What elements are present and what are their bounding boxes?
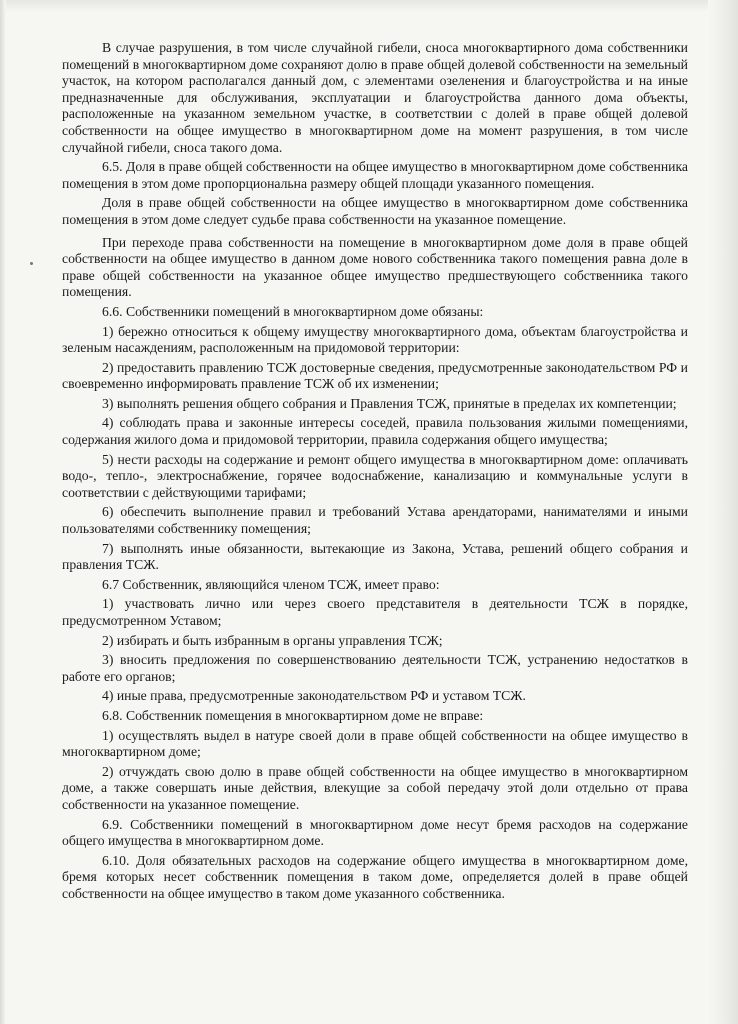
paragraph-6-5: 6.5. Доля в праве общей собственности на общее имущество в многоквартирном доме собственника помещения в этом доме пропорциональна размеру общей площади указанного помещения. bbox=[62, 159, 688, 191]
scan-edge-top bbox=[0, 0, 738, 12]
paragraph-share-fate: Доля в праве общей собственности на общее имущество в многоквартирном доме собственника помещения в этом доме следует судьбе права собственности на указанное помещение. bbox=[62, 195, 688, 227]
paragraph-6-6-item-6: 6) обеспечить выполнение правил и требований Устава арендаторами, нанимателями и иными пользователями собственнику помещения; bbox=[62, 504, 688, 537]
scan-edge-right bbox=[708, 0, 738, 1024]
paragraph-6-6-item-7: 7) выполнять иные обязанности, вытекающие из Закона, Устава, решений общего собрания и правления ТСЖ. bbox=[62, 540, 688, 573]
paragraph-6-6-item-3: 3) выполнять решения общего собрания и Правления ТСЖ, принятые в пределах их компетенции; bbox=[102, 395, 677, 411]
paragraph-6-6-item-4: 4) соблюдать права и законные интересы соседей, правила пользования жилыми помещениями, содержания жилого дома и придомовой территории, правила содержания общего имущества; bbox=[62, 415, 688, 448]
paragraph-destruction: В случае разрушения, в том числе случайной гибели, сноса многоквартирного дома собственники помещений в многоквартирном доме сохраняют долю в праве общей долевой собственности на земельный участок, на котором располагался данный дом, с элементами озеленения и благоустройства и на иные предназначенные для обслуживания, эксплуатации и благоустройства данного дома объекты, расположенные на указанном земельном участке, в соответствии с долей в праве общей долевой собственности на общее имущество в многоквартирном доме на момент разрушения, в том числе случайной гибели, сноса такого дома. bbox=[62, 40, 688, 155]
paragraph-6-7-item-4: 4) иные права, предусмотренные законодательством РФ и уставом ТСЖ. bbox=[102, 688, 526, 704]
paragraph-6-6-item-2: 2) предоставить правлению ТСЖ достоверные сведения, предусмотренные законодательством РФ и своевременно информировать правление ТСЖ об их изменении; bbox=[62, 359, 688, 392]
paragraph-transfer: При переходе права собственности на помещение в многоквартирном доме доля в праве общей собственности на общее имущество в данном доме нового собственника такого помещения равна доле в праве общей собственности на указанное общее имущество предшествующего собственника такого помещения. bbox=[62, 234, 688, 300]
paragraph-6-6-item-5: 5) нести расходы на содержание и ремонт общего имущества в многоквартирном доме: оплачивать водо-, тепло-, электроснабжение, горячее водоснабжение, канализацию и коммунальные услуги в соответствии с действующими тарифами; bbox=[62, 451, 688, 500]
paragraph-6-7-item-2: 2) избирать и быть избранным в органы управления ТСЖ; bbox=[102, 632, 443, 648]
document-page bbox=[62, 40, 688, 903]
scan-edge-left bbox=[0, 0, 6, 1024]
paragraph-6-9: 6.9. Собственники помещений в многоквартирном доме несут бремя расходов на содержание общего имущества в многоквартирном доме. bbox=[62, 816, 688, 849]
paragraph-6-8-item-2: 2) отчуждать свою долю в праве общей собственности на общее имущество в многоквартирном доме, а также совершать иные действия, влекущие за собой передачу этой доли отдельно от права собственности на указанное помещение. bbox=[62, 763, 688, 812]
paragraph-6-7-item-3: 3) вносить предложения по совершенствованию деятельности ТСЖ, устранению недостатков в работе его органов; bbox=[62, 652, 688, 684]
paragraph-6-7-item-1: 1) участвовать лично или через своего представителя в деятельности ТСЖ в порядке, предусмотренном Уставом; bbox=[62, 596, 688, 628]
paragraph-6-8-item-1: 1) осуществлять выдел в натуре своей доли в праве общей собственности на общее имущество в многоквартирном доме; bbox=[62, 727, 688, 760]
paragraph-6-10: 6.10. Доля обязательных расходов на содержание общего имущества в многоквартирном доме, бремя которых несет собственник помещения в таком доме, определяется долей в праве общей собственности на общее имущество в таком доме указанного собственника. bbox=[62, 852, 688, 901]
scan-speck bbox=[30, 262, 33, 265]
paragraph-6-7-heading: 6.7 Собственник, являющийся членом ТСЖ, имеет право: bbox=[102, 576, 440, 592]
paragraph-6-8-heading: 6.8. Собственник помещения в многоквартирном доме не вправе: bbox=[102, 707, 484, 723]
paragraph-6-6-item-1: 1) бережно относиться к общему имуществу многоквартирного дома, объектам благоустройства и зеленым насаждениям, расположенным на придомовой территории: bbox=[62, 323, 688, 356]
paragraph-6-6-heading: 6.6. Собственники помещений в многоквартирном доме обязаны: bbox=[102, 303, 484, 319]
